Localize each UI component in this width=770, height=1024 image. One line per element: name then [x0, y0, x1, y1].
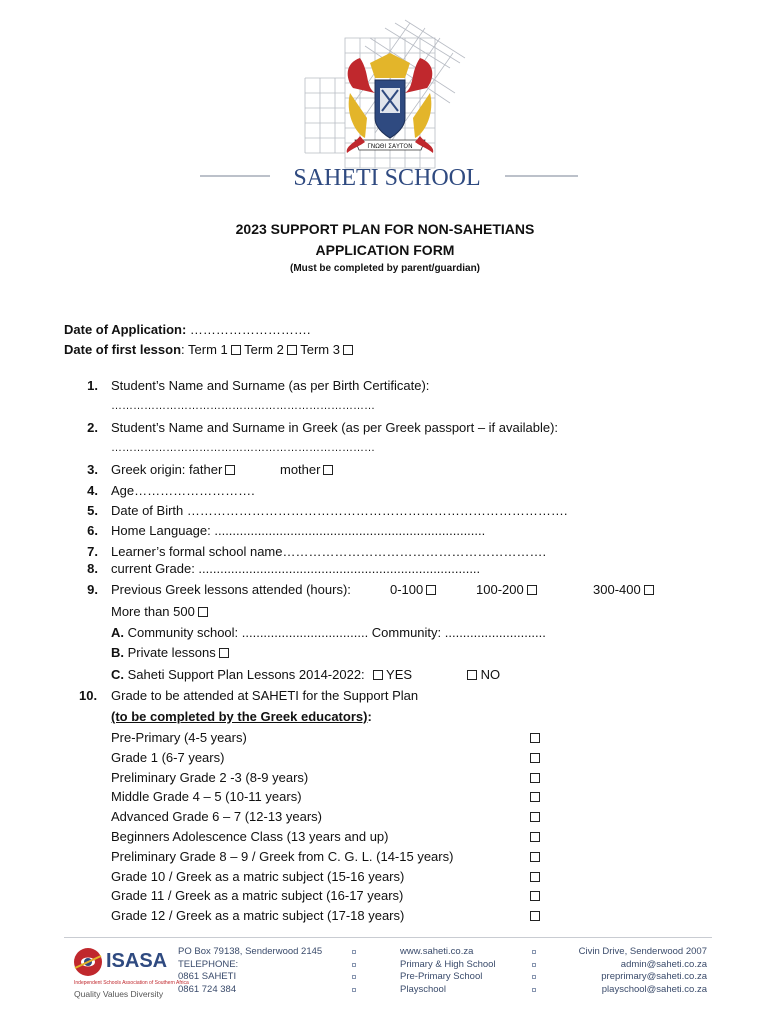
footer-address-line: TELEPHONE: — [178, 958, 239, 970]
grade-option-checkbox[interactable] — [530, 872, 540, 882]
q9c-label: C. — [111, 667, 124, 682]
q8-current-grade-field[interactable]: current Grade: .............................................................................. — [111, 561, 481, 576]
footer-address-line: 0861 724 384 — [178, 983, 237, 995]
grade-option-label: Advanced Grade 6 – 7 (12-13 years) — [111, 809, 323, 825]
q3-row — [111, 462, 235, 478]
footer-separator-dot — [532, 975, 536, 979]
q9c-support-plan-label: Saheti Support Plan Lessons 2014-2022: — [124, 667, 365, 682]
isasa-tagline: Quality Values Diversity — [74, 989, 164, 999]
footer-separator-dot — [532, 988, 536, 992]
grade-option-checkbox[interactable] — [530, 852, 540, 862]
grade-option-checkbox[interactable] — [530, 832, 540, 842]
grade-option-checkbox[interactable] — [530, 812, 540, 822]
q3-mother-row — [280, 462, 333, 478]
q5-dob-field[interactable]: Date of Birth ……………………………………………………………………………. — [111, 503, 568, 518]
q1-number: 1. — [87, 378, 98, 393]
q3-mother-label: mother — [280, 462, 321, 477]
footer-separator-dot — [352, 988, 356, 992]
q9-opt1: 0-100 — [390, 582, 436, 598]
footer-address-line: 0861 SAHETI — [178, 971, 237, 982]
term1-label: : Term 1 — [181, 342, 228, 357]
q7-school-name-field[interactable]: Learner’s formal school name……………………………………………………. — [111, 544, 547, 559]
q7-number: 7. — [87, 544, 98, 559]
grade-option-label: Grade 10 / Greek as a matric subject (15-16 years) — [111, 868, 405, 884]
grade-option-label: Preliminary Grade 2 -3 (8-9 years) — [111, 769, 309, 785]
q6-home-language-field[interactable]: Home Language: ........................................................................... — [111, 523, 486, 538]
saheti-school-logo — [195, 18, 585, 198]
q10-note: (to be completed by the Greek educators): — [111, 709, 372, 724]
q10-label: Grade to be attended at SAHETI for the Support Plan — [111, 688, 419, 703]
yes-checkbox[interactable] — [373, 670, 383, 680]
no-checkbox[interactable] — [467, 670, 477, 680]
footer-separator-dot — [532, 950, 536, 954]
q4-number: 4. — [87, 483, 98, 498]
isasa-subtitle: Independent Schools Association of Southern Africa — [74, 980, 189, 986]
isasa-logo-icon — [72, 946, 104, 978]
date-of-application-row — [64, 322, 311, 338]
grade-option-label: Beginners Adolescence Class (13 years and up) — [111, 829, 389, 844]
q9a-label: A. — [111, 625, 124, 640]
grade-option-checkbox[interactable] — [530, 792, 540, 802]
q9b-label: B. — [111, 645, 124, 660]
q9-opt2: 100-200 — [476, 582, 537, 598]
footer-divider — [64, 937, 712, 938]
footer-web-line[interactable]: Pre-Primary School — [400, 971, 483, 982]
footer-web-line[interactable]: Playschool — [400, 983, 446, 995]
footer-web-line[interactable]: www.saheti.co.za — [400, 946, 474, 957]
q1-blank[interactable]: ……………………………………………………………… — [111, 400, 375, 412]
private-lessons-checkbox[interactable] — [219, 648, 229, 658]
school-name: SAHETI SCHOOL — [293, 165, 481, 191]
q9-opt3-checkbox[interactable] — [644, 585, 654, 595]
q5-number: 5. — [87, 503, 98, 518]
grade-option-checkbox[interactable] — [530, 773, 540, 783]
q9-opt4: More than 500 — [111, 604, 208, 620]
grade-option-checkbox[interactable] — [530, 911, 540, 921]
footer-contact-line[interactable]: playschool@saheti.co.za — [601, 983, 707, 995]
q10-number: 10. — [79, 688, 98, 703]
footer-separator-dot — [352, 975, 356, 979]
q9-opt2-checkbox[interactable] — [527, 585, 537, 595]
form-title-year: 2023 SUPPORT PLAN FOR NON-SAHETIANS — [235, 221, 535, 237]
date-of-application-blank[interactable]: ………………………. — [186, 322, 311, 337]
footer-web-line[interactable]: Primary & High School — [400, 958, 496, 970]
q9a-row — [111, 625, 546, 641]
q9b-row — [111, 645, 229, 661]
q2-blank[interactable]: ……………………………………………………………… — [111, 442, 375, 454]
footer-separator-dot — [352, 950, 356, 954]
crest-motto: ΓΝΩΘΙ ΣΑΥΤΟΝ — [367, 143, 413, 150]
father-checkbox[interactable] — [225, 465, 235, 475]
q3-number: 3. — [87, 462, 98, 477]
grade-option-label: Preliminary Grade 8 – 9 / Greek from C. G. L. (14-15 years) — [111, 848, 454, 864]
footer-contact-line[interactable]: Civin Drive, Senderwood 2007 — [578, 946, 707, 957]
date-of-application-label: Date of Application: — [64, 322, 187, 337]
footer-address-line: PO Box 79138, Senderwood 2145 — [178, 946, 323, 957]
mother-checkbox[interactable] — [323, 465, 333, 475]
q3-father-label: Greek origin: father — [111, 462, 223, 477]
no-label: NO — [477, 667, 501, 682]
q4-age-field[interactable]: Age………………………. — [111, 483, 255, 498]
footer-contact-line[interactable]: preprimary@saheti.co.za — [601, 971, 707, 982]
grade-option-checkbox[interactable] — [530, 753, 540, 763]
term3-label: Term 3 — [296, 342, 340, 357]
q8-number: 8. — [87, 561, 98, 576]
q9-number: 9. — [87, 582, 98, 597]
grade-option-checkbox[interactable] — [530, 891, 540, 901]
q9-opt1-checkbox[interactable] — [426, 585, 436, 595]
q6-number: 6. — [87, 523, 98, 538]
q9-opt3: 300-400 — [593, 582, 654, 598]
grade-option-label: Grade 1 (6-7 years) — [111, 749, 225, 765]
form-subtitle: (Must be completed by parent/guardian) — [289, 263, 481, 274]
yes-label: YES — [382, 667, 413, 682]
date-of-first-lesson-row — [64, 342, 353, 358]
form-title: APPLICATION FORM — [315, 242, 455, 258]
grade-option-label: Grade 12 / Greek as a matric subject (17-18 years) — [111, 908, 405, 924]
q1-label: Student’s Name and Surname (as per Birth Certificate): — [111, 378, 430, 393]
footer-separator-dot — [352, 963, 356, 967]
isasa-name: ISASA — [106, 950, 168, 972]
q2-label: Student’s Name and Surname in Greek (as per Greek passport – if available): — [111, 420, 559, 435]
date-of-first-lesson-label: Date of first lesson — [64, 342, 182, 357]
q9-opt4-checkbox[interactable] — [198, 607, 208, 617]
q9c-no — [464, 667, 500, 683]
footer-contact-line[interactable]: admin@saheti.co.za — [620, 958, 707, 970]
term2-label: Term 2 — [240, 342, 284, 357]
q9b-private-lessons-label: Private lessons — [124, 645, 216, 660]
term1-checkbox[interactable] — [231, 345, 241, 355]
term2-checkbox[interactable] — [287, 345, 297, 355]
q9a-community-field[interactable]: Community school: ................................... Community: ............................ — [124, 625, 546, 640]
grade-option-label: Middle Grade 4 – 5 (10-11 years) — [111, 789, 302, 805]
footer-separator-dot — [532, 963, 536, 967]
grade-option-checkbox[interactable] — [530, 733, 540, 743]
q9-label: Previous Greek lessons attended (hours): — [111, 582, 351, 597]
q2-number: 2. — [87, 420, 98, 435]
q9c-row — [111, 667, 412, 683]
grade-option-label: Pre-Primary (4-5 years) — [111, 730, 247, 745]
term3-checkbox[interactable] — [343, 345, 353, 355]
grade-option-label: Grade 11 / Greek as a matric subject (16-17 years) — [111, 888, 404, 904]
